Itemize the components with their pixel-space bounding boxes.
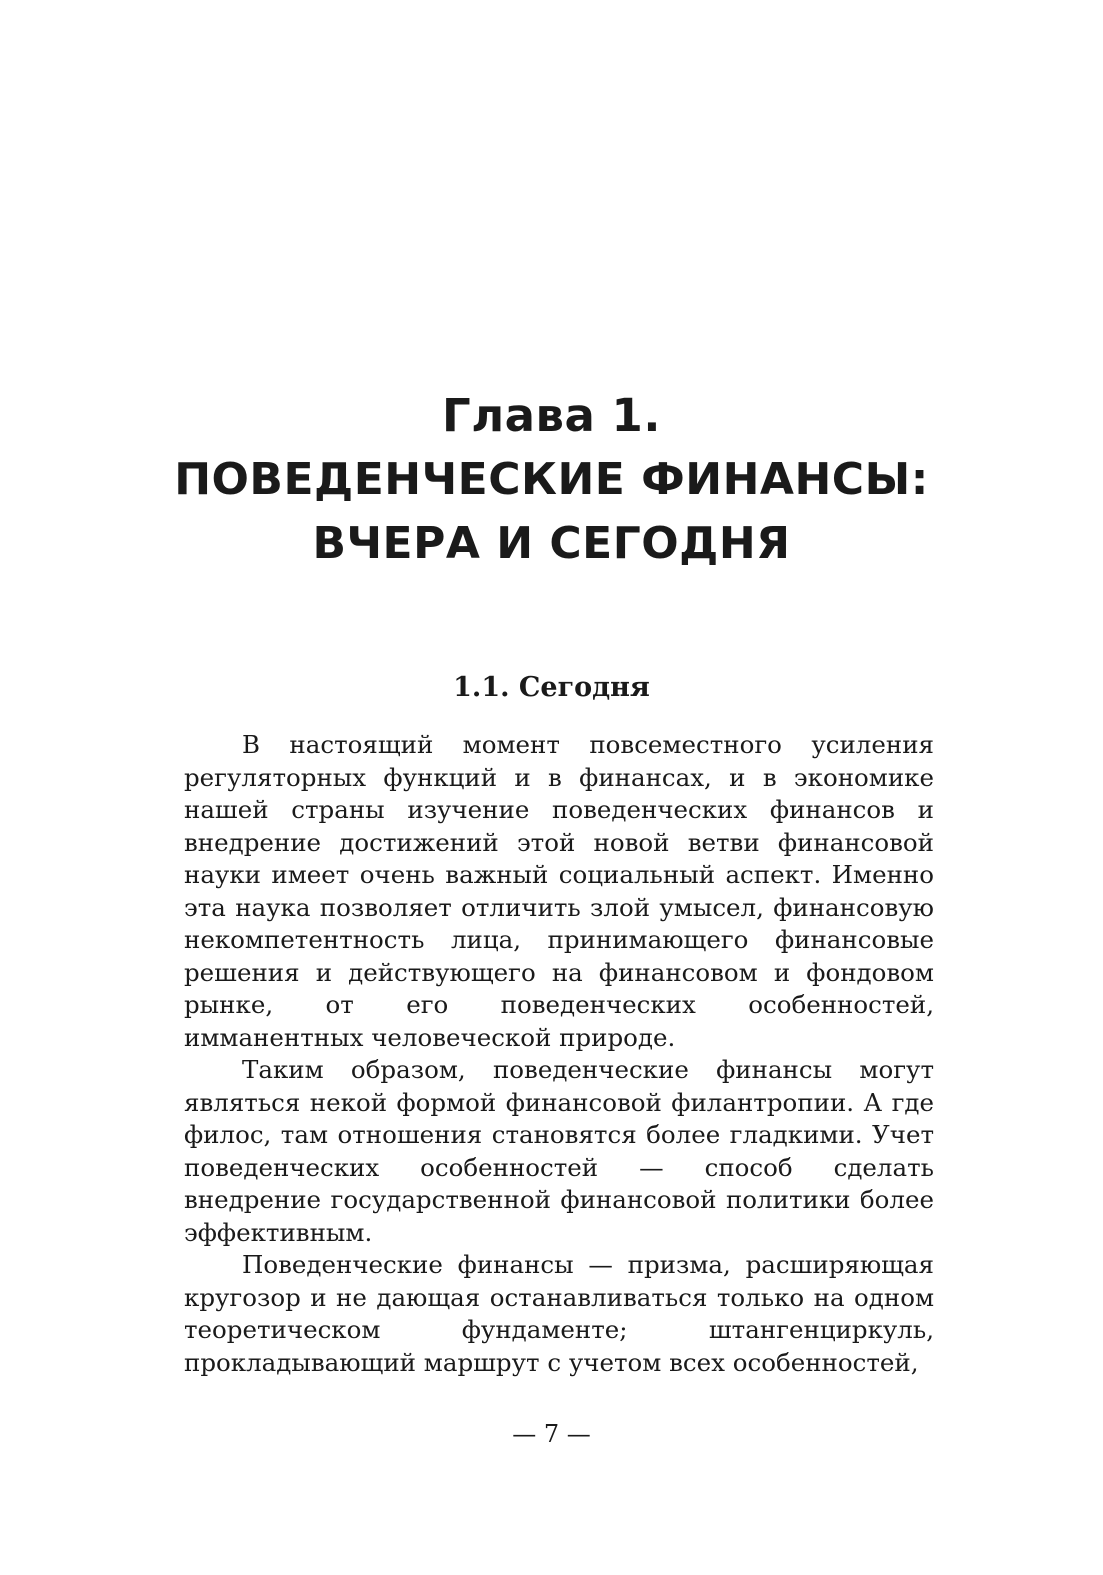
body-text <box>184 729 934 1379</box>
chapter-heading <box>0 384 1103 576</box>
paragraph: В настоящий момент повсеместного усиления регуляторных функций и в финансах, и в экономике нашей страны изучение поведенческих финансов и внедрение достижений этой новой ветви финансовой науки имеет очень важный социальный аспект. Именно эта наука позволяет отличить злой умысел, финансовую некомпетентность лица, принимающего финансовые решения и действующего на финансовом и фондовом рынке, от его поведенческих особенностей, имманентных человеческой природе. <box>184 730 934 1052</box>
chapter-title-line-1: ПОВЕДЕНЧЕСКИЕ ФИНАНСЫ: <box>174 454 929 505</box>
section-heading: 1.1. Сегодня <box>453 672 650 703</box>
paragraph: Таким образом, поведенческие финансы могут являться некой формой финансовой филантропии. А где филос, там отношения становятся более гладкими. Учет поведенческих особенностей — способ сделать внедрение государственной финансовой политики более эффективным. <box>184 1055 934 1247</box>
chapter-number: Глава 1. <box>442 389 661 442</box>
chapter-title-line-2: ВЧЕРА И СЕГОДНЯ <box>312 518 791 569</box>
paragraph: Поведенческие финансы — призма, расширяющая кругозор и не дающая останавливаться только на одном теоретическом фундаменте; штангенциркуль, прокладывающий маршрут с учетом всех особенностей, <box>184 1250 934 1377</box>
page-number: — 7 — <box>512 1420 591 1448</box>
